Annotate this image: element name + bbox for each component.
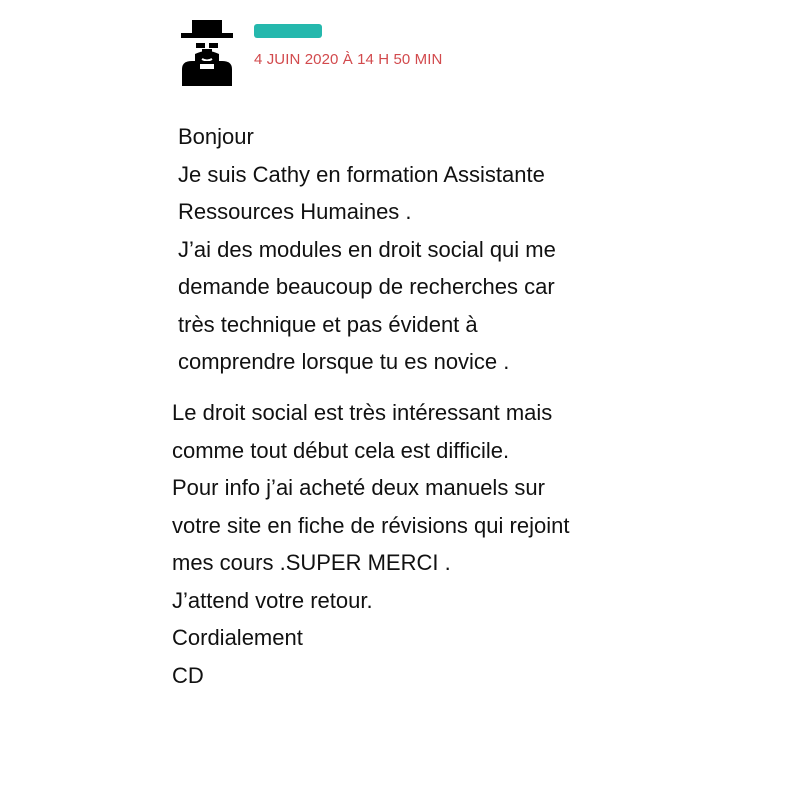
text-line: J’ai des modules en droit social qui me: [178, 236, 556, 262]
author-name[interactable]: [254, 24, 322, 38]
masked-person-with-hat-icon: [172, 16, 242, 86]
comment-body-paragraph-1: [178, 118, 718, 381]
text-line: comme tout début cela est difficile.: [172, 437, 510, 463]
text-line: J’attend votre retour.: [172, 587, 373, 613]
text-line: CD: [172, 662, 204, 688]
text-line: Pour info j’ai acheté deux manuels sur: [172, 475, 545, 500]
text-line: très technique et pas évident à: [178, 311, 478, 337]
text-line: Le droit social est très intéressant mais: [172, 400, 553, 425]
text-line: Je suis Cathy en formation Assistante: [178, 161, 545, 187]
comment-timestamp[interactable]: 4 JUIN 2020 À 14 H 50 MIN: [254, 51, 443, 68]
text-line: mes cours .SUPER MERCI .: [172, 550, 451, 575]
text-line: votre site en fiche de révisions qui rejoint: [172, 512, 570, 538]
avatar[interactable]: [172, 16, 242, 86]
text-line: Cordialement: [172, 625, 303, 650]
comment-body-paragraph-2: [172, 394, 732, 694]
text-line: demande beaucoup de recherches car: [178, 274, 555, 299]
text-line: Bonjour: [178, 124, 254, 149]
text-line: comprendre lorsque tu es novice .: [178, 349, 510, 374]
text-line: Ressources Humaines .: [178, 199, 412, 224]
